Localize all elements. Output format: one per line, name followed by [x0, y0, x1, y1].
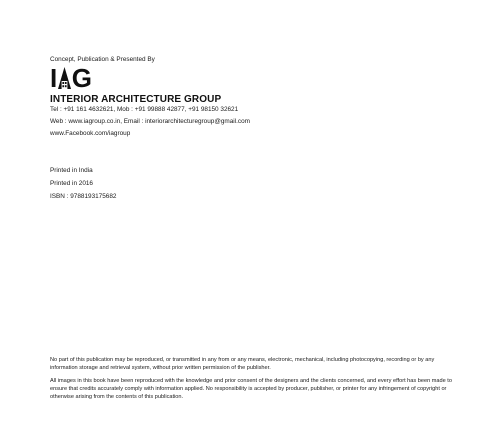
printed-country: Printed in India — [50, 167, 93, 174]
web-email: Web : www.iagroup.co.in, Email : interiorarchitecturegroup@gmail.com — [50, 118, 250, 125]
phone-numbers: Tel : +91 161 4632621, Mob : +91 99888 42877, +91 98150 32621 — [50, 106, 239, 113]
logo-letter-g: G — [71, 63, 92, 93]
isbn: ISBN : 9788193175682 — [50, 193, 117, 200]
copyright-notice: No part of this publication may be reproduced, or transmitted in any from or any means, electronic, mechanical, including photocopying, recording or by any information storage and retrieval system, without prior written permission of the publisher. — [50, 357, 435, 372]
organization-name: INTERIOR ARCHITECTURE GROUP — [50, 94, 222, 105]
iag-logo — [50, 65, 91, 91]
a-house-icon — [58, 67, 71, 89]
logo-letter-i: I — [50, 63, 57, 93]
disclaimer-notice: All images in this book have been reproduced with the knowledge and prior consent of the designers and the clients concerned, and every effort has been made to ensure that credits accurately comply with information applied. No responsibility is accepted by producer, publisher, or printer for any infringement of copyright or otherwise arising from the contents of this publication. — [50, 378, 452, 401]
printed-year: Printed in 2016 — [50, 180, 93, 187]
facebook-link: www.Facebook.com/iagroup — [50, 130, 131, 137]
presented-by-label: Concept, Publication & Presented By — [50, 56, 155, 63]
